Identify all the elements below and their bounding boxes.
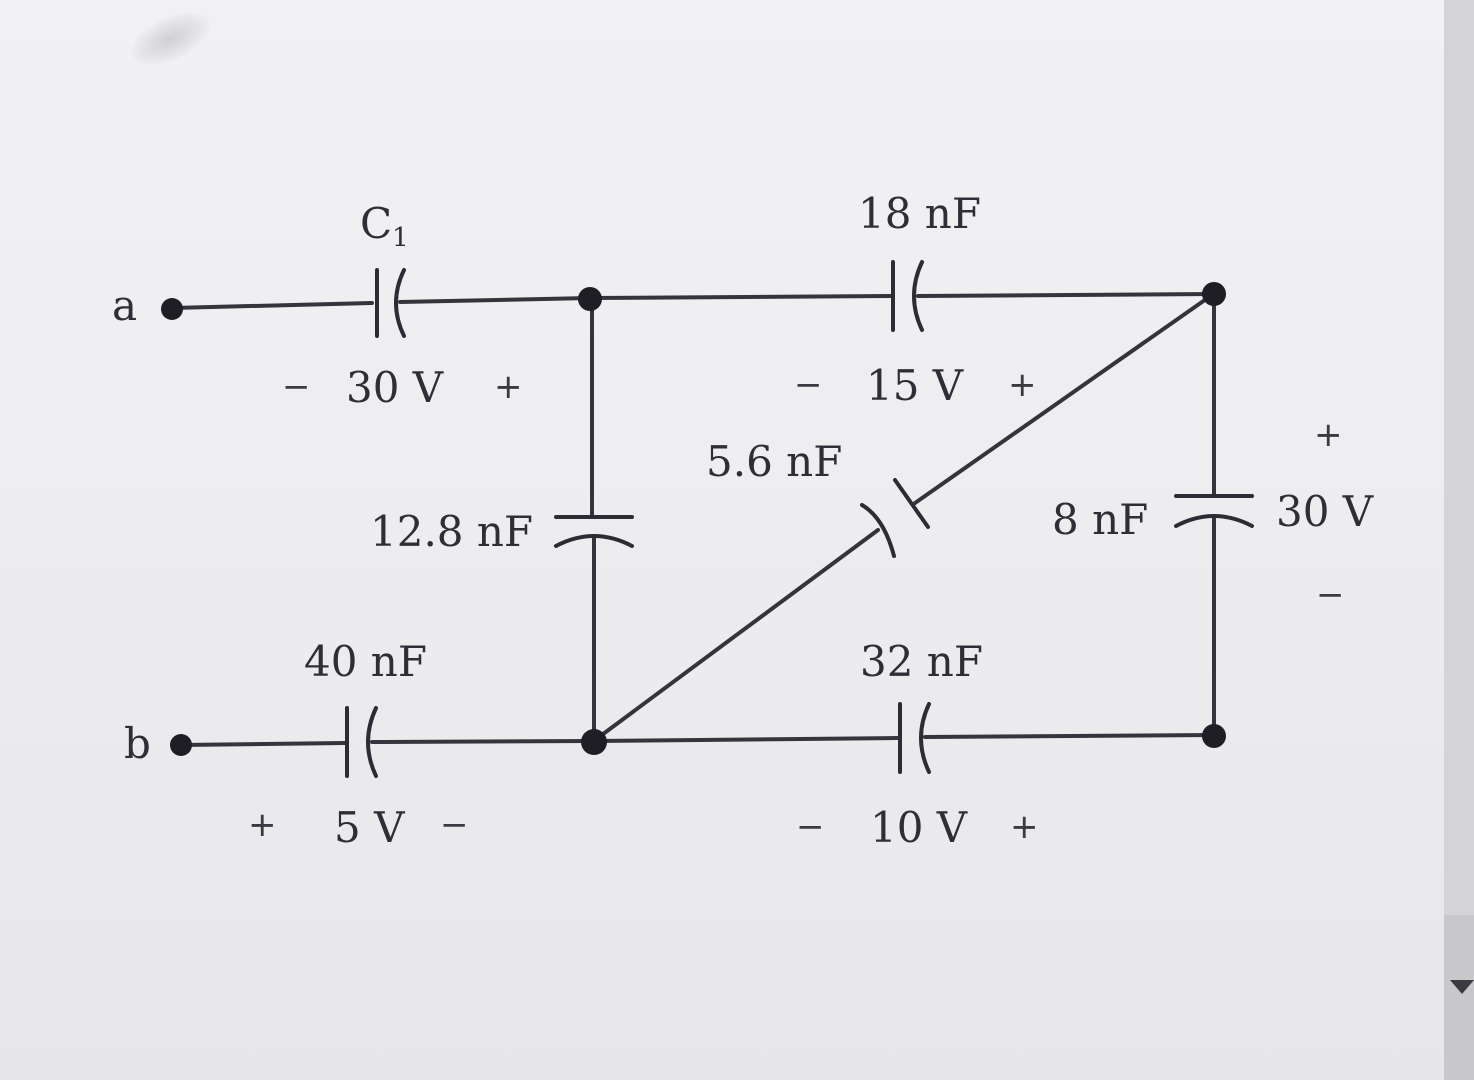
wire-c40-to-node-bottom-left (372, 741, 593, 742)
c18-voltage: 15 V (866, 361, 964, 410)
terminal-a-dot (161, 298, 183, 320)
c40-label: 40 nF (304, 637, 427, 686)
c1-label (360, 199, 409, 253)
c1-label-letter: C (360, 199, 393, 248)
terminal-a-label: a (112, 281, 138, 330)
node-bottom-right (1202, 724, 1226, 748)
c18-right-sign: + (1008, 365, 1037, 405)
terminal-b-label: b (124, 719, 151, 768)
c32-right-sign: + (1010, 807, 1039, 847)
node-top-right (1202, 282, 1226, 306)
wire-diagonal-lower (595, 530, 878, 740)
c32-label: 32 nF (860, 637, 983, 686)
c12-8-label: 12.8 nF (370, 507, 534, 556)
c8-top-sign: + (1314, 415, 1343, 455)
wire-c18-to-node-top-right (918, 294, 1214, 296)
c8-voltage: 30 V (1276, 487, 1374, 536)
terminal-b-dot (170, 734, 192, 756)
wire-a-to-c1 (172, 303, 372, 308)
c8-bottom-sign: − (1316, 575, 1345, 615)
c5-6-label: 5.6 nF (706, 437, 843, 486)
c1-left-sign: − (282, 367, 311, 407)
c1-voltage: 30 V (346, 363, 444, 412)
wire-node-top-left-to-c18 (590, 296, 890, 298)
c32-left-sign: − (796, 807, 825, 847)
c40-left-sign: + (248, 805, 277, 845)
c40-right-sign: − (440, 805, 469, 845)
c40-voltage: 5 V (334, 803, 405, 852)
wire-node-bottom-left-to-c32 (593, 738, 897, 741)
c18-left-sign: − (794, 365, 823, 405)
wire-b-to-c40 (180, 743, 345, 745)
c1-label-subscript: 1 (392, 223, 409, 253)
c1-right-sign: + (494, 367, 523, 407)
wire-c32-to-node-bottom-right (925, 735, 1214, 737)
capacitor-5-6nf-symbol (862, 480, 928, 556)
c18-label: 18 nF (858, 189, 981, 238)
node-top-left (578, 287, 602, 311)
node-bottom-left (581, 729, 607, 755)
c32-voltage: 10 V (870, 803, 968, 852)
c8-label: 8 nF (1052, 495, 1149, 544)
wire-c1-to-node-top-left (400, 298, 590, 302)
